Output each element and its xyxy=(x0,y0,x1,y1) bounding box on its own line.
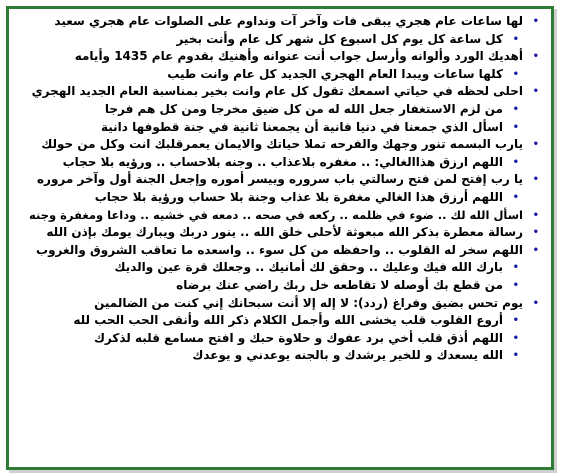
list-item-text: اللهم أرزق هذا الغالي مغفرة بلا عذاب وجنة بلا حساب ورؤية بلا حجاب xyxy=(94,189,503,204)
list-item-text: احلى لحظه في حياتي اسمعك تقول كل عام وانت بخير بمناسبة العام الجديد الهجري xyxy=(31,84,523,99)
list-item-text: أروع القلوب قلب يخشى الله وأجمل الكلام ذكر الله وأنقى الحب الحب لله xyxy=(73,313,503,328)
bullet-icon: • xyxy=(512,350,519,362)
list-item xyxy=(17,136,545,154)
list-item xyxy=(17,242,545,260)
list-item xyxy=(17,31,545,49)
list-item xyxy=(17,119,545,137)
bullet-icon: • xyxy=(512,262,519,274)
list-item xyxy=(17,13,545,31)
message-list xyxy=(9,9,551,365)
list-item xyxy=(17,154,545,172)
list-item xyxy=(17,207,545,225)
bullet-icon: • xyxy=(512,33,519,45)
list-item-text: أهديك الورد وألوانه وأرسل جواب أنت عنوانه وأهنيك بقدوم عام 1435 وأيامه xyxy=(74,49,523,64)
bullet-icon: • xyxy=(512,315,519,327)
list-item-text: الله يسعدك و للخير يرشدك و بالجنه يوعدني و يوعدك xyxy=(192,348,503,363)
list-item-text: اللهم ارزق هذاالغالي: .. مغفره بلاعذاب .. وجنه بلاحساب .. ورؤيه بلا حجاب xyxy=(62,154,503,169)
list-item-text: بارك الله فيك وعليك .. وحقق لك أمانيك .. وجعلك قرة عين والديك xyxy=(114,260,503,275)
list-item-text: يا رب إفتح لمن فتح رسالتي باب سروره وييسر أموره وإجعل الجنة أول وآخر مروره xyxy=(36,172,523,187)
bullet-icon: • xyxy=(532,297,539,309)
list-item xyxy=(17,295,545,313)
bullet-icon: • xyxy=(512,121,519,133)
list-item xyxy=(17,330,545,348)
list-item xyxy=(17,189,545,207)
list-item-text: رسالة معطرة بذكر الله مبعوثة لأحلى خلق الله .. ينور دربك ويبارك يومك بإذن الله xyxy=(46,225,523,240)
list-item xyxy=(17,83,545,101)
list-item xyxy=(17,347,545,365)
list-item-text: اسأل الله لك .. ضوء في ظلمه .. ركعه في صحه .. دمعه في خشيه .. وداعا ومغفرة وجنه xyxy=(29,207,523,222)
list-item-text: اللهم أذق قلب أخي برد عفوك و حلاوة حبك و افتح مسامع قلبه لذكرك xyxy=(93,330,503,345)
list-item-text: يارب البسمه تنور وجهك والفرحه تملا حياتك والايمان يعمرقلبك انت وكل من حولك xyxy=(41,137,523,152)
bullet-icon: • xyxy=(532,227,539,239)
list-item-text: كل ساعة كل يوم كل اسبوع كل شهر كل عام وأنت بخير xyxy=(176,31,503,46)
list-item xyxy=(17,224,545,242)
list-item xyxy=(17,66,545,84)
list-item xyxy=(17,171,545,189)
list-item-text: من قطع بك أوصله لا تقاطعه خل ربك راضي عنك برضاه xyxy=(176,277,503,292)
list-item-text: من لزم الاستغفار جعل الله له من كل ضيق مخرجا ومن كل هم فرجا xyxy=(104,101,503,116)
list-item xyxy=(17,48,545,66)
content-frame xyxy=(6,6,554,470)
bullet-icon: • xyxy=(512,332,519,344)
bullet-icon: • xyxy=(512,279,519,291)
bullet-icon: • xyxy=(512,191,519,203)
bullet-icon: • xyxy=(532,86,539,98)
list-item-text: يوم تحس بضيق وفراغ (ردد): لا إله إلا أنت سبحانك إني كنت من الضالمين xyxy=(94,295,523,310)
list-item xyxy=(17,312,545,330)
list-item-text: اسأل الذي جمعنا في دنيا فانية أن يجمعنا ثانية في جنة قطوفها دانية xyxy=(100,119,503,134)
bullet-icon: • xyxy=(512,103,519,115)
list-item xyxy=(17,101,545,119)
list-item-text: كلها ساعات ويبدا العام الهجري الجديد كل عام وانت طيب xyxy=(167,66,503,81)
bullet-icon: • xyxy=(532,209,539,221)
bullet-icon: • xyxy=(512,156,519,168)
list-item xyxy=(17,277,545,295)
bullet-icon: • xyxy=(532,139,539,151)
bullet-icon: • xyxy=(512,68,519,80)
list-item-text: لها ساعات عام هجري يبقى فات وآخر آت ونداوم على الصلوات عام هجري سعيد xyxy=(54,14,523,28)
bullet-icon: • xyxy=(532,51,539,63)
bullet-icon: • xyxy=(532,16,539,27)
list-item-text: اللهم سخر له القلوب .. واحفظه من كل سوء .. واسعده ما تعاقب الشروق والغروب xyxy=(36,242,523,257)
bullet-icon: • xyxy=(532,244,539,256)
bullet-icon: • xyxy=(532,174,539,186)
list-item xyxy=(17,259,545,277)
